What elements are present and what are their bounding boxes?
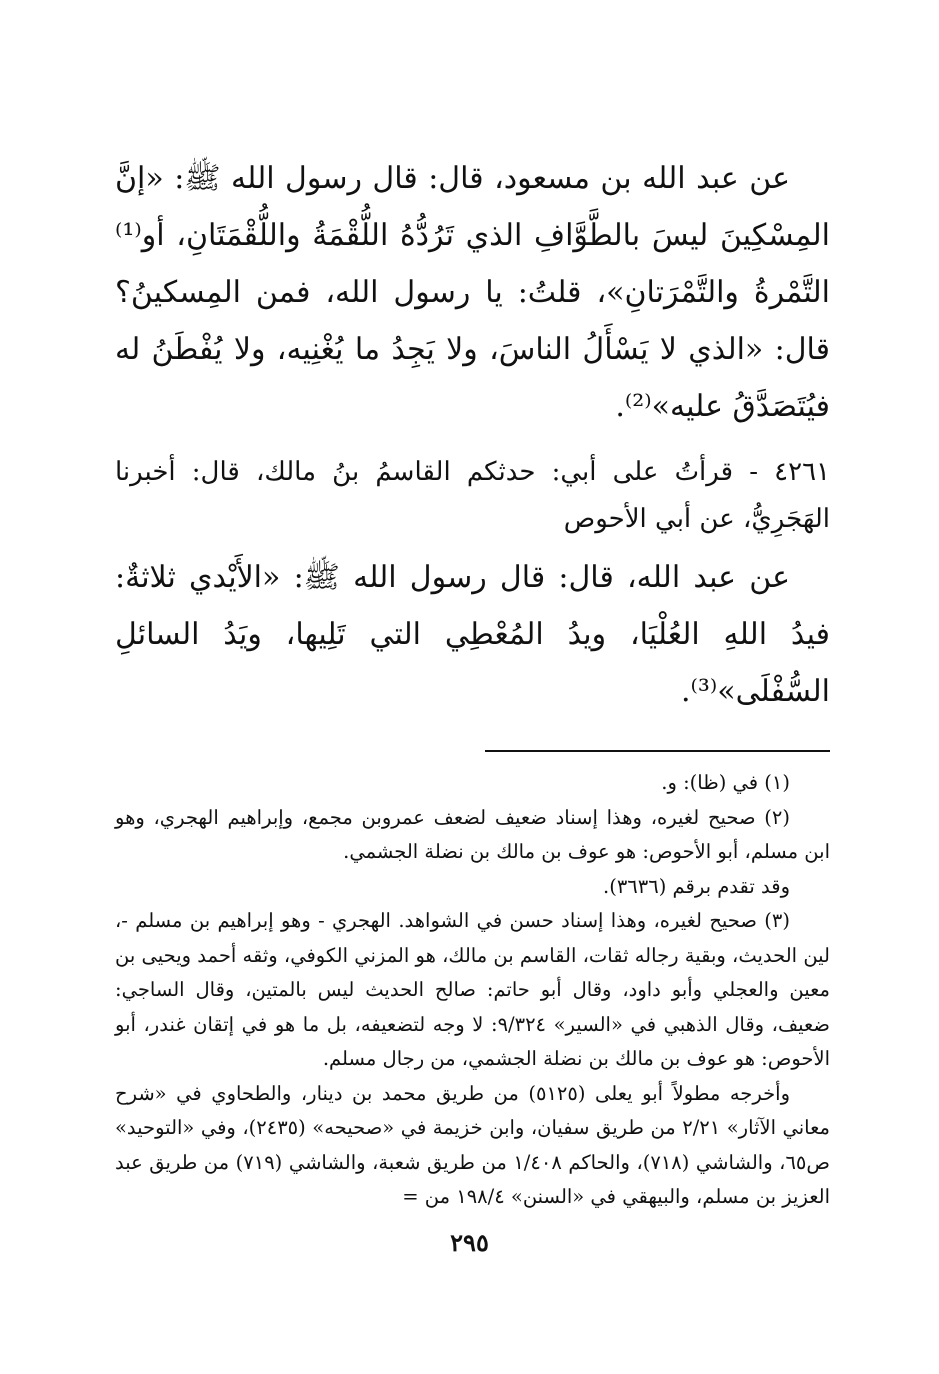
hadith-paragraph-2: عن عبد الله، قال: قال رسول الله ﷺ: «الأَيْدي ثلاثةٌ: فيدُ اللهِ العُلْيَا، ويدُ المُعْطِي التي تَلِيها، ويَدُ السائلِ السُّفْلَى»⁽³⁾. xyxy=(115,560,830,709)
footnotes xyxy=(115,766,830,1215)
hadith-number-4261: ٤٢٦١ - قرأتُ على أبي: حدثكم القاسمُ بنُ مالك، قال: أخبرنا الهَجَرِيُّ، عن أبي الأحوص xyxy=(115,457,830,534)
footnote-3-sources: وأخرجه مطولاً أبو يعلى (٥١٢٥) من طريق محمد بن دينار، والطحاوي في «شرح معاني الآثار» ٢/٢١ من طريق سفيان، وابن خزيمة في «صحيحه» (٢٤٣٥)، وفي «التوحيد» ص٦٥، والشاشي (٧١٨)، والحاكم ١/٤٠٨ من طريق شعبة، والشاشي (٧١٩) من طريق عبد العزيز بن مسلم، والبيهقي في «السنن» ١٩٨/٤ من = xyxy=(115,1081,830,1208)
footnote-separator xyxy=(485,750,830,752)
hadith-paragraph-1: عن عبد الله بن مسعود، قال: قال رسول الله ﷺ: «إنَّ المِسْكِينَ ليسَ بالطَّوَّافِ الذي تَرُدُّهُ اللُّقْمَةُ واللُّقْمَتَانِ، أو⁽¹⁾ التَّمْرةُ والتَّمْرَتانِ»، قلتُ: يا رسول الله، فمن المِسكينُ؟ قال: «الذي لا يَسْأَلُ الناسَ، ولا يَجِدُ ما يُغْنِيه، ولا يُفْطَنُ له فيُتَصَدَّقُ عليه»⁽²⁾. xyxy=(115,161,830,424)
main-text xyxy=(115,150,830,720)
page-number: ٢٩٥ xyxy=(450,1228,489,1257)
footnote-1: (١) في (ظا): و. xyxy=(661,771,790,794)
page-body xyxy=(115,150,830,1215)
footnote-2-reference: وقد تقدم برقم (٣٦٣٦). xyxy=(603,874,790,898)
footnote-3: (٣) صحيح لغيره، وهذا إسناد حسن في الشواهد. الهجري - وهو إبراهيم بن مسلم -، لين الحديث، وبقية رجاله ثقات، القاسم بن مالك، هو المزني الكوفي، وثقه أحمد ويحيى بن معين والعجلي وأبو داود، وقال أبو حاتم: صالح الحديث ليس بالمتين، وقال الساجي: ضعيف، وقال الذهبي في «السير» ٩/٣٢٤: لا وجه لتضعيفه، بل ما هو في إتقان غندر، أبو الأحوص: هو عوف بن مالك بن نضلة الجشمي، من رجال مسلم. xyxy=(115,909,830,1070)
footnote-2: (٢) صحيح لغيره، وهذا إسناد ضعيف لضعف عمروبن مجمع، وإبراهيم الهجري، وهو ابن مسلم، أبو الأحوص: هو عوف بن مالك بن نضلة الجشمي. xyxy=(115,805,830,863)
